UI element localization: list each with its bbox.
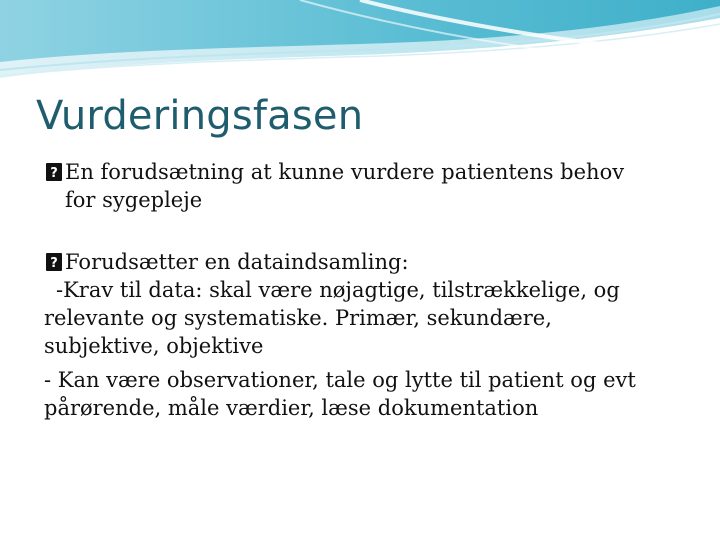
bullet-text-continuation: for sygepleje bbox=[65, 188, 203, 212]
svg-text:?: ? bbox=[50, 256, 58, 271]
bullet-text-line: En forudsætning at kunne vurdere patientens behov bbox=[65, 160, 625, 184]
slide-body bbox=[44, 158, 684, 422]
bullet-item bbox=[44, 158, 684, 214]
sub-text-line: relevante og systematiske. Primær, sekundære, bbox=[44, 306, 552, 330]
sub-text-line: -Krav til data: skal være nøjagtige, tilstrækkelige, og bbox=[56, 278, 620, 302]
bullet-item bbox=[44, 248, 684, 422]
sub-text-line: subjektive, objektive bbox=[44, 334, 264, 358]
bullet-text-line: Forudsætter en dataindsamling: bbox=[65, 250, 409, 274]
missing-glyph-icon bbox=[44, 162, 64, 182]
slide-title: Vurderingsfasen bbox=[36, 93, 364, 139]
missing-glyph-icon bbox=[44, 252, 64, 272]
sub-text-line: pårørende, måle værdier, læse dokumentation bbox=[44, 396, 539, 420]
header-wave-decoration bbox=[0, 0, 720, 90]
svg-text:?: ? bbox=[50, 166, 58, 181]
sub-text-line: - Kan være observationer, tale og lytte til patient og evt bbox=[44, 368, 636, 392]
